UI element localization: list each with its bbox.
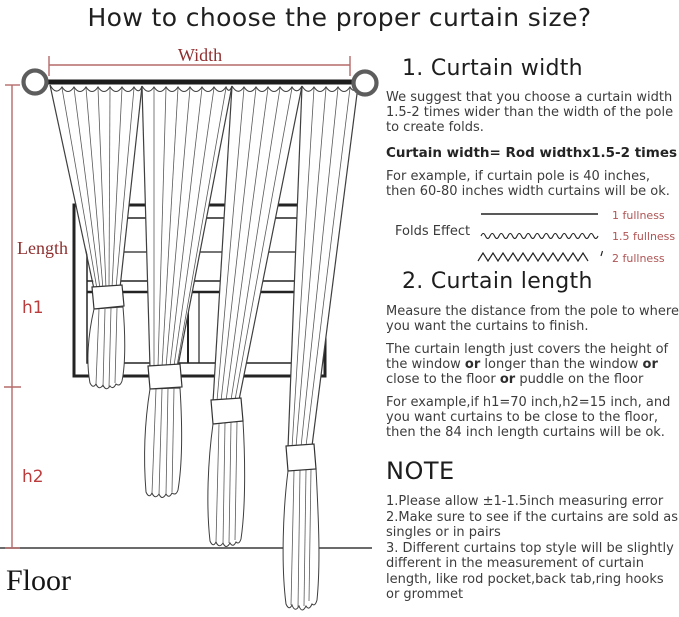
fullness-2-line: [478, 253, 588, 261]
curtain-tails: [208, 421, 245, 547]
h1-label: h1: [22, 298, 44, 318]
fullness-1-5-label: 1.5 fullness: [612, 230, 676, 243]
tieback-band: [92, 285, 124, 309]
instructions-column: [386, 50, 679, 603]
length-paragraph-3: For example,if h1=70 inch,h2=15 inch, and you want curtains to be close to the floor, then the 84 inch length curtains will be ok.: [386, 395, 671, 440]
rod-ring-right: [354, 72, 377, 95]
curtain-panel: [283, 86, 358, 610]
fullness-1-5-line: [481, 234, 598, 239]
width-paragraph-1: We suggest that you choose a curtain width 1.5-2 times wider than the width of the pole to create folds.: [386, 90, 674, 135]
rod-ring-left: [24, 71, 47, 94]
tieback-band: [211, 398, 243, 424]
length-label: Length: [17, 238, 68, 258]
note-item-1: 1.Please allow ±1-1.5inch measuring error: [386, 494, 664, 509]
tieback-band: [148, 364, 182, 389]
floor-label: Floor: [6, 564, 72, 597]
note-item-3: 3. Different curtains top style will be slightly different in the measurement of curtain length, like rod pocket,back tab,ring hooks or grommet: [386, 540, 674, 602]
width-paragraph-2: For example, if curtain pole is 40 inches, then 60-80 inches width curtains will be ok.: [386, 169, 670, 199]
fullness-2-label: 2 fullness: [612, 252, 665, 265]
note-list: [386, 494, 679, 603]
folds-effect-diagram: [386, 204, 679, 266]
length-paragraph-1: Measure the distance from the pole to where you want the curtains to finish.: [386, 304, 679, 334]
page-title: How to choose the proper curtain size?: [87, 3, 592, 32]
length-measure-line: [4, 85, 21, 548]
curtain-tails: [88, 307, 125, 389]
section-heading-curtain-width: 1. Curtain width: [402, 56, 583, 81]
curtain-tails: [283, 468, 319, 610]
h2-label: h2: [22, 467, 44, 487]
folds-effect-label: Folds Effect: [395, 224, 471, 239]
note-heading: NOTE: [386, 457, 455, 485]
tieback-band: [286, 444, 316, 471]
curtain-tails: [145, 388, 182, 498]
width-label: Width: [177, 45, 223, 65]
section-heading-curtain-length: 2. Curtain length: [402, 269, 593, 294]
note-item-2: 2.Make sure to see if the curtains are sold as singles or in pairs: [386, 509, 679, 540]
length-paragraph-2: The curtain length just covers the height of the window or longer than the window or close to the floor or puddle on the floor: [386, 342, 669, 387]
fullness-1-label: 1 fullness: [612, 209, 665, 222]
width-formula: Curtain width= Rod widthx1.5-2 times: [386, 145, 678, 161]
fullness-2-tick: [601, 251, 603, 256]
